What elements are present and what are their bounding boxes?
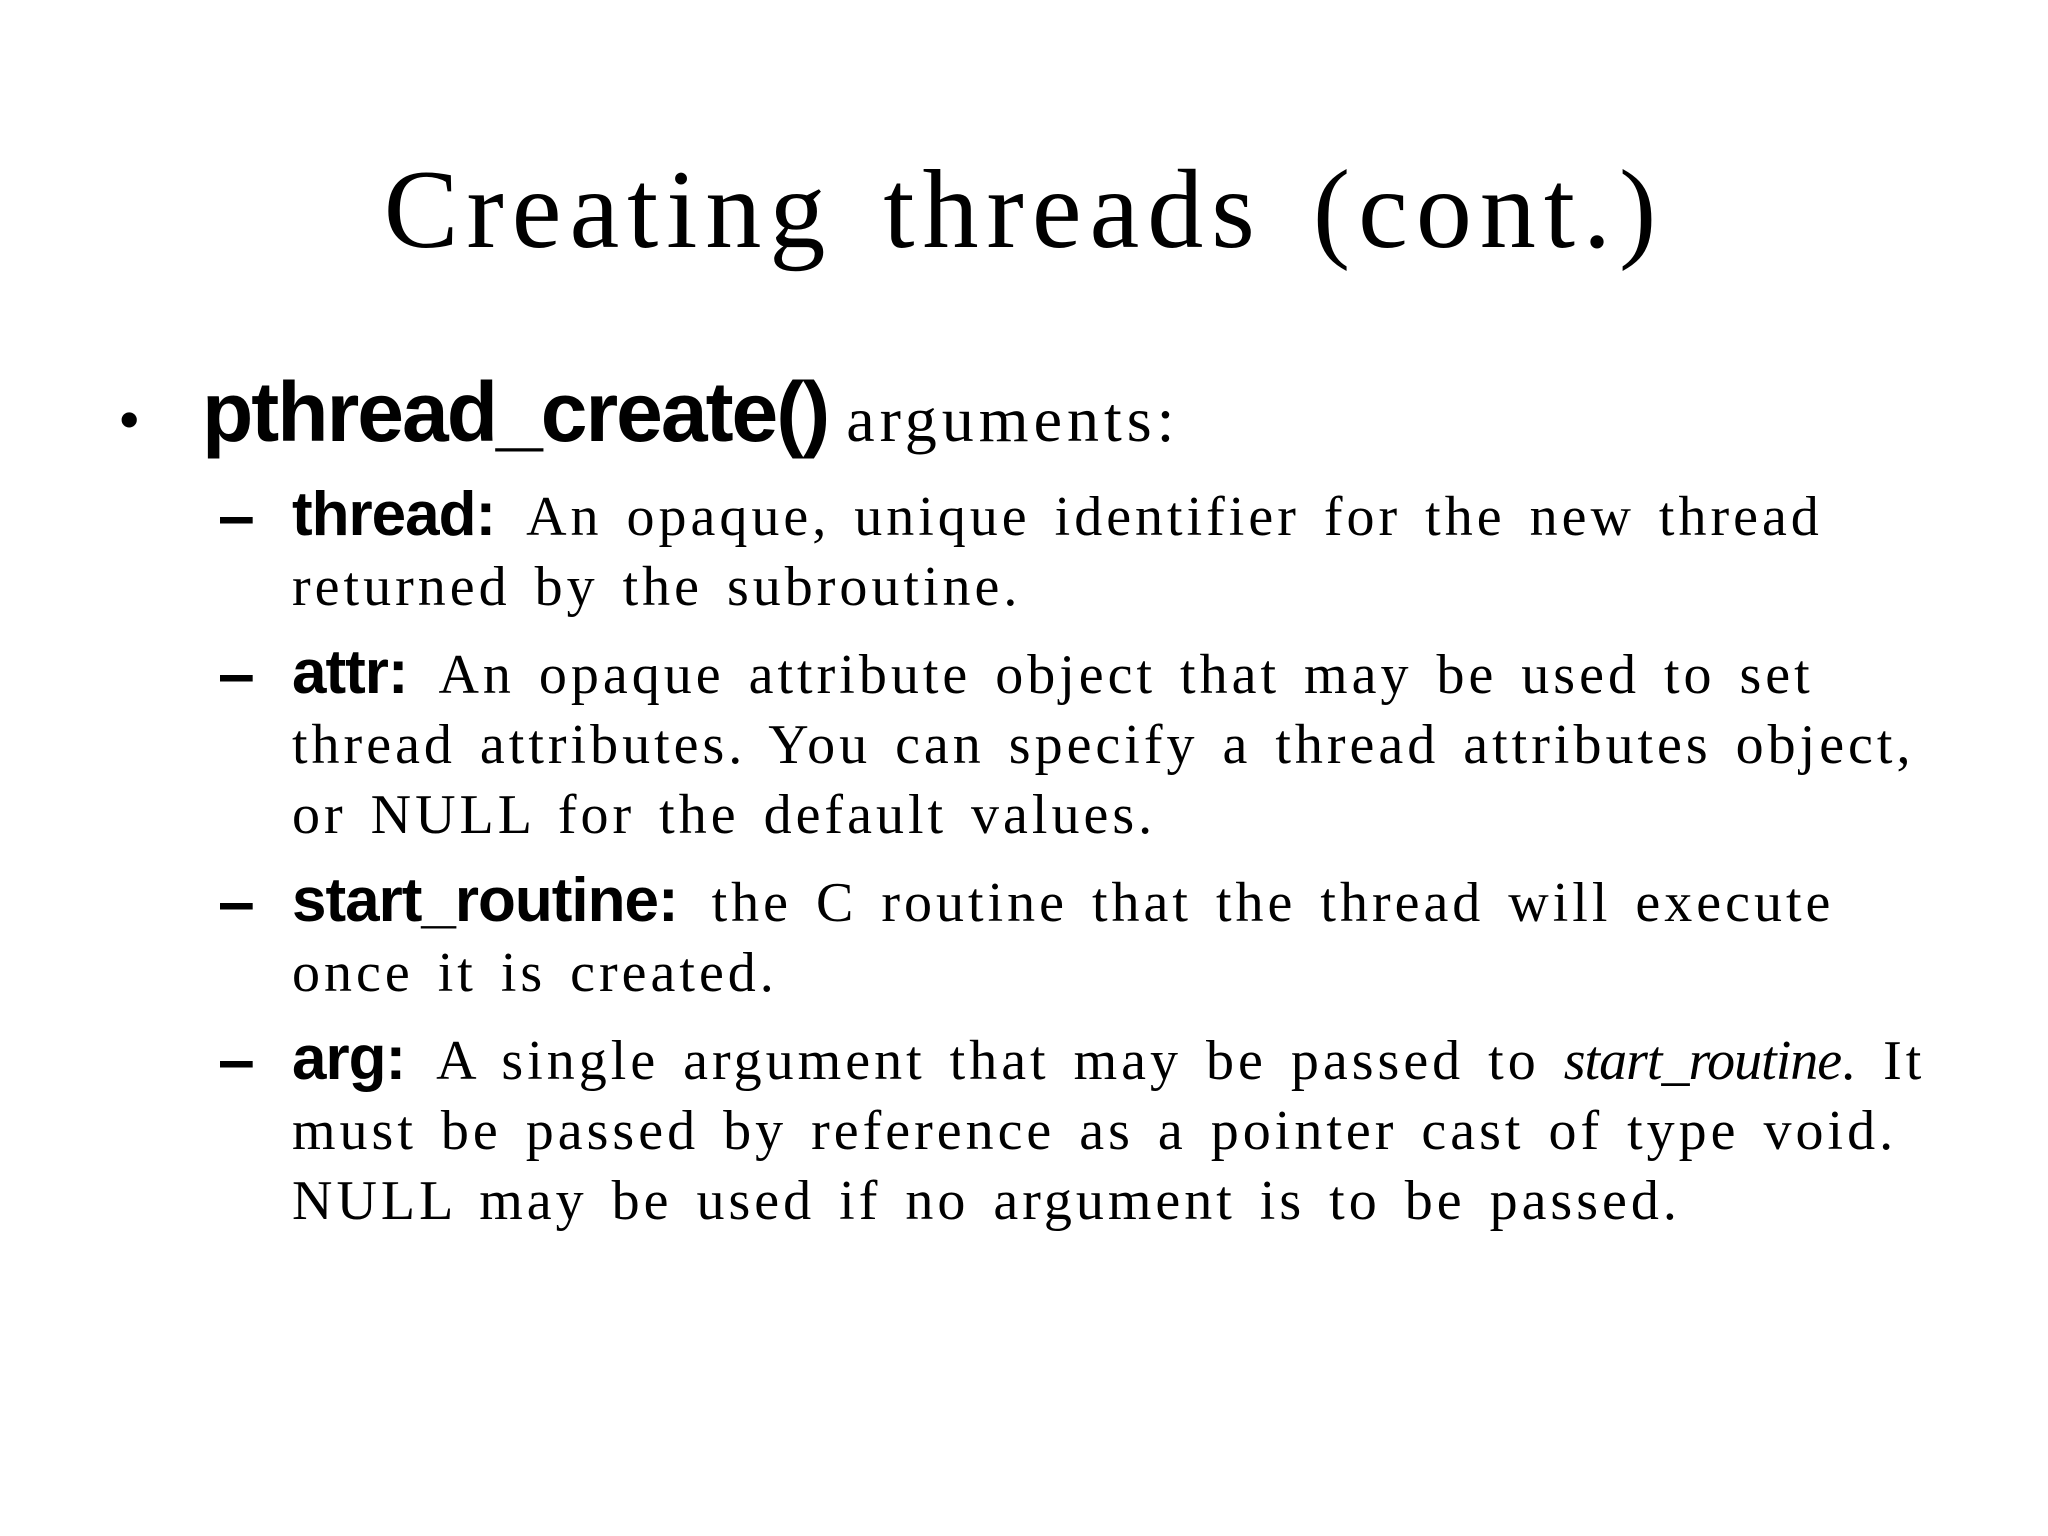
main-bullet [118,362,1978,470]
function-name: pthread_create() [202,365,829,459]
argument-item-attr [218,638,1978,850]
dash-marker: – [218,864,255,938]
argument-text: the C routine that the thread will execute once it is created. [292,872,1835,1004]
argument-term: start_routine: [292,866,678,935]
argument-description [292,638,1972,850]
argument-term: thread: [292,480,496,549]
argument-description [292,866,1972,1008]
argument-text: An opaque, unique identifier for the new thread returned by the subroutine. [292,486,1823,618]
slide-content [118,362,1978,1252]
slide-title: Creating threads (cont.) [383,148,1665,272]
argument-description [292,480,1972,622]
dash-marker: – [218,1022,255,1096]
argument-term: attr: [292,638,408,707]
argument-item-start-routine [218,866,1978,1008]
argument-item-arg [218,1024,1978,1236]
argument-text: An opaque attribute object that may be used to set thread attributes. You can specify a thread attributes object, or NULL for the default values. [292,644,1915,846]
emphasized-routine-name: start_routine [1563,1030,1842,1092]
argument-item-thread [218,480,1978,622]
argument-term: arg: [292,1024,406,1093]
dash-marker: – [218,636,255,710]
argument-description [292,1024,1972,1236]
bullet-marker: • [118,384,141,455]
dash-marker: – [218,478,255,552]
argument-text-after: . It must be passed by reference as a pointer cast of type void. NULL may be used if no argument is to be passed. [292,1030,1926,1232]
argument-list [218,480,1978,1236]
bullet-text: arguments: [846,384,1180,455]
argument-text-before: A single argument that may be passed to [436,1030,1540,1092]
